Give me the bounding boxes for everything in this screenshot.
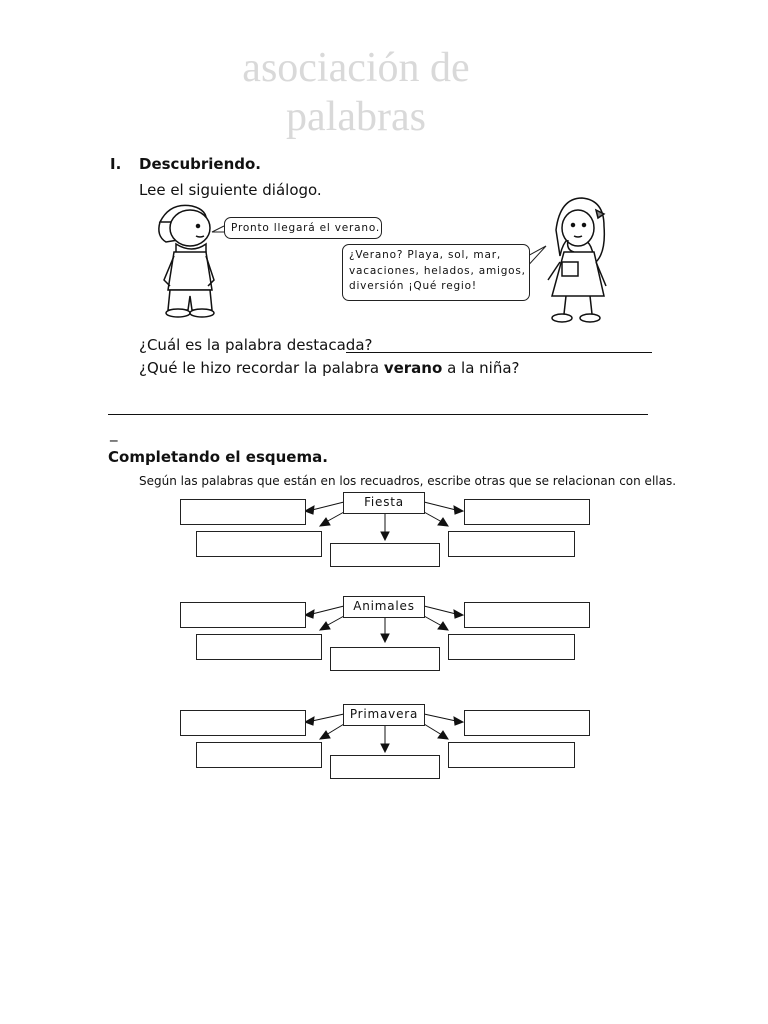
question-remember-word [139,359,520,377]
section-number: I. [110,155,122,173]
scheme-3-answer-box-right-bottom[interactable] [448,742,575,768]
scheme-3-answer-box-left-top[interactable] [180,710,306,736]
scheme-2-answer-box-right-bottom[interactable] [448,634,575,660]
answer-line-1[interactable] [346,352,652,353]
scheme-2-answer-box-center[interactable] [330,647,440,671]
question-2-bold-word: verano [383,359,443,377]
scheme-1-answer-box-right-bottom[interactable] [448,531,575,557]
scheme-2-answer-box-left-bottom[interactable] [196,634,322,660]
scheme-2-answer-box-right-top[interactable] [464,602,590,628]
answer-line-2[interactable] [108,414,648,415]
section-heading: Descubriendo. [139,155,261,173]
scheme-2-answer-box-left-top[interactable] [180,602,306,628]
scheme-2-word-box: Animales [343,596,425,618]
question-1-text: ¿Cuál es la palabra destacada? [139,336,373,354]
scheme-1-word-box: Fiesta [343,492,425,514]
girl-speech-line-1: ¿Verano? Playa, sol, mar, [349,249,501,261]
scheme-1-answer-box-right-top[interactable] [464,499,590,525]
scheme-1-answer-box-left-bottom[interactable] [196,531,322,557]
scheme-3-answer-box-center[interactable] [330,755,440,779]
scheme-3-answer-box-right-top[interactable] [464,710,590,736]
girl-speech-line-2: vacaciones, helados, amigos, [349,264,526,277]
girl-speech-bubble [342,244,530,301]
question-highlighted-word [139,336,372,354]
girl-speech-line-3: diversión ¡Qué regio! [349,280,477,292]
page-title-line-1: asociación de [242,45,470,91]
page-title-line-2: palabras [286,94,426,140]
question-2-after: a la niña? [442,359,520,377]
scheme-1-answer-box-center[interactable] [330,543,440,567]
dialog-instruction: Lee el siguiente diálogo. [139,181,322,199]
scheme-3-word-box: Primavera [343,704,425,726]
question-2-before: ¿Qué le hizo recordar la palabra [139,359,384,377]
section-2-heading: Completando el esquema. [108,448,328,466]
scheme-1-answer-box-left-top[interactable] [180,499,306,525]
answer-line-2-dash: _ [110,424,118,442]
section-2-instruction: Según las palabras que están en los recuadros, escribe otras que se relacionan con ellas. [139,474,677,488]
scheme-3-answer-box-left-bottom[interactable] [196,742,322,768]
boy-speech-text: Pronto llegará el verano. [231,222,381,234]
